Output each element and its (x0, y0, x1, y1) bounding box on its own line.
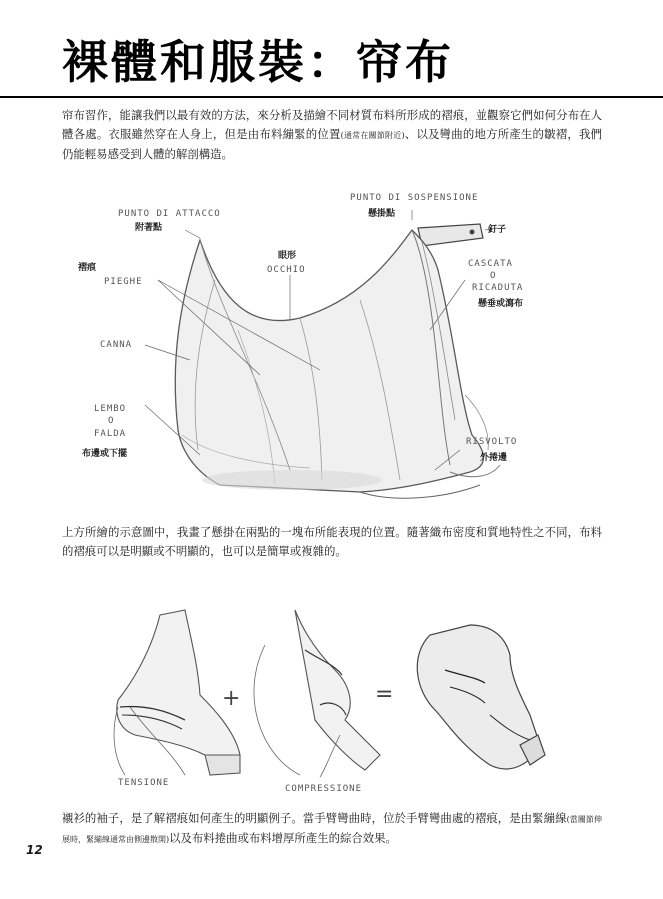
sleeve-compression (295, 610, 380, 770)
page-number: 12 (26, 843, 43, 857)
label-lembo-o: O (108, 416, 115, 426)
label-ricaduta: RICADUTA (472, 283, 524, 293)
caption-sleeve-note: (當關節伸展時，緊繃線通常由側邊散開) (62, 815, 602, 844)
intro-note: (通常在關節附近) (340, 131, 405, 140)
label-cascata-o: O (490, 271, 497, 281)
label-pieghe: PIEGHE (104, 277, 143, 287)
label-punto-sospensione: PUNTO DI SOSPENSIONE (350, 193, 479, 203)
caption-sleeve-text-a: 襯衫的袖子，是了解褶痕如何產生的明顯例子。當手臂彎曲時，位於手臂彎曲處的褶痕，是由緊繃線 (62, 811, 567, 825)
intro-paragraph (62, 106, 602, 164)
label-compressione: COMPRESSIONE (285, 784, 363, 794)
label-tensione: TENSIONE (118, 778, 170, 788)
sleeve-illustration (90, 595, 560, 795)
label-falda: FALDA (94, 429, 127, 439)
drapery-illustration (60, 180, 580, 510)
plus-sign: + (222, 686, 241, 711)
label-occhio: OCCHIO (267, 265, 306, 275)
label-risvolto: RISVOLTO (466, 437, 518, 447)
caption-sleeve-text-b: 以及布料捲曲或布料增厚所產生的綜合效果。 (169, 831, 397, 845)
label-chuixia: 懸垂或瀉布 (478, 299, 524, 309)
intro-text-b: 、以及彎曲的地方所產生的皺褶，我們仍能輕易感受到人體的解剖構造。 (62, 127, 602, 161)
nail-icon (418, 224, 483, 246)
label-cascata: CASCATA (468, 259, 513, 269)
caption-sleeve (62, 809, 602, 849)
drape-cloth (175, 230, 500, 498)
label-fuzhuodian: 附著點 (135, 223, 163, 233)
label-zhehen: 褶痕 (78, 263, 97, 273)
label-canna: CANNA (100, 340, 133, 350)
label-dingzi: 釘子 (488, 225, 507, 235)
sleeve-result (417, 625, 545, 769)
caption-drape: 上方所繪的示意圖中，我畫了懸掛在兩點的一塊布所能表現的位置。隨著織布密度和質地特性之不同，布料的褶痕可以是明顯或不明顯的，也可以是簡單或複雜的。 (62, 525, 602, 558)
label-xuanguadian: 懸掛點 (368, 209, 396, 219)
equals-sign: = (375, 682, 394, 707)
title-rule (0, 96, 663, 98)
page-title: 裸體和服裝：帘布 (62, 35, 454, 89)
label-lembo: LEMBO (94, 404, 127, 414)
label-punto-attacco: PUNTO DI ATTACCO (118, 209, 221, 219)
label-waijuanbian: 外捲邊 (480, 453, 508, 463)
label-yanmu: 眼形 (278, 251, 297, 261)
intro-text-a: 帘布習作，能讓我們以最有效的方法，來分析及描繪不同材質布料所形成的褶痕，並觀察它們如何分布在人體各處。衣服雖然穿在人身上，但是由布料繃緊的位置 (62, 108, 602, 141)
label-bubian: 布邊或下擺 (82, 449, 128, 459)
